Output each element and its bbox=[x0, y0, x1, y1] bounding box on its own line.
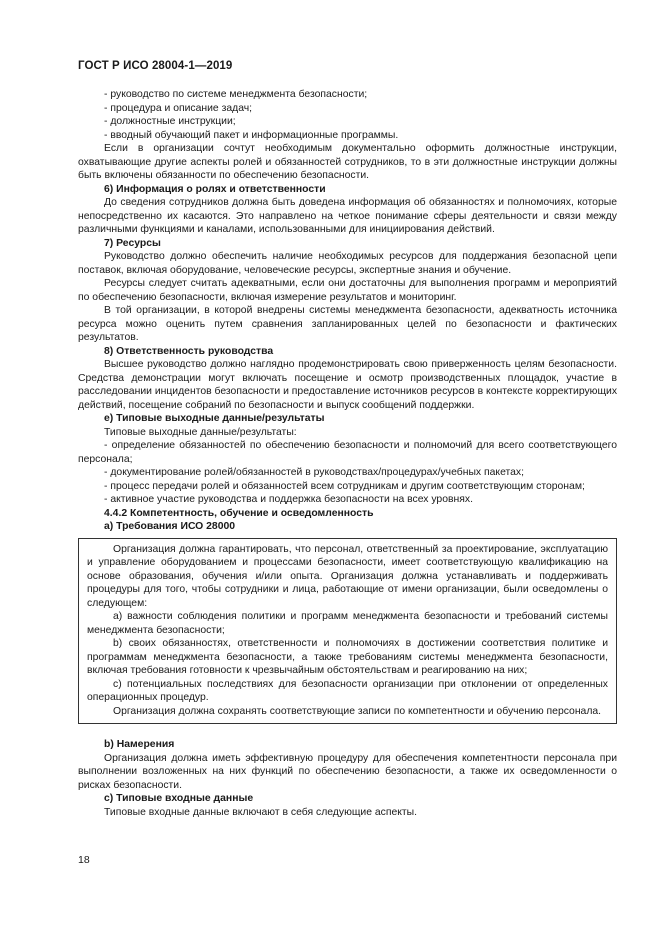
paragraph-resources-2: Ресурсы следует считать адекватными, если они достаточны для выполнения программ и мероприятий по обеспечению безопасности, включая измерение результатов и мониторинг. bbox=[78, 278, 617, 303]
paragraph-resources-3: В той организации, в которой внедрены системы менеджмента безопасности, адекватность источника ресурса можно оценить путем сравнения запланированных целей по безопасности и фактических результатов. bbox=[78, 305, 617, 343]
list-item: - документирование ролей/обязанностей в руководствах/процедурах/учебных пакетах; bbox=[104, 467, 525, 478]
list-item: - процедура и описание задач; bbox=[104, 102, 253, 114]
box-item-b: b) своих обязанностях, ответственности и полномочиях в достижении соответствия политике и программам менеджмента безопасности, а также требованиям системы менеджмента безопасности, включая требования готовности к чрезвычайным обстоятельствам и реагированию на них; bbox=[87, 638, 608, 676]
list-item: - определение обязанностей по обеспечению безопасности и полномочий для всего соответствующего персонала; bbox=[78, 440, 617, 465]
section-heading-typical-outputs: e) Типовые выходные данные/результаты bbox=[104, 413, 325, 424]
section-heading-management-responsibility: 8) Ответственность руководства bbox=[104, 345, 274, 357]
list-item: - руководство по системе менеджмента безопасности; bbox=[104, 89, 368, 100]
box-item-a: а) важности соблюдения политики и программ менеджмента безопасности и требований системы менеджмента безопасности; bbox=[87, 611, 608, 636]
paragraph-typical-outputs-intro: Типовые выходные данные/результаты: bbox=[104, 426, 297, 438]
list-item: - вводный обучающий пакет и информационные программы. bbox=[104, 129, 399, 141]
paragraph-resources-1: Руководство должно обеспечить наличие необходимых ресурсов для поддержания безопасной цепи поставок, включая оборудование, человеческие ресурсы, экспертные знания и обучение. bbox=[78, 251, 617, 276]
section-heading-resources: 7) Ресурсы bbox=[104, 237, 161, 249]
section-heading-typical-inputs: с) Типовые входные данные bbox=[104, 793, 254, 804]
list-item: - должностные инструкции; bbox=[104, 116, 236, 127]
box-item-c: с) потенциальных последствиях для безопасности организации при отклонении от определенных операционных процедур. bbox=[87, 678, 608, 703]
paragraph-management-responsibility: Высшее руководство должно наглядно продемонстрировать свою приверженность целям безопасности. Средства демонстрации могут включать посещение и осмотр производственных площадок, участие в расследовании инцидентов безопасности и предоставление источников ресурсов в контексте корректирующих действий, посещение собраний по безопасности и выпуск сообщений поддержки. bbox=[78, 359, 618, 411]
list-item: - активное участие руководства и поддержка безопасности на всех уровнях. bbox=[104, 494, 473, 505]
paragraph-roles-info: До сведения сотрудников должна быть доведена информация об обязанностях и полномочиях, которые непосредственно их касаются. Это направлено на четкое понимание сферы деятельности и связи между различными функциями и каналами, использованными для инициирования действий. bbox=[78, 197, 617, 235]
page-number: 18 bbox=[78, 854, 90, 866]
list-item: - процесс передачи ролей и обязанностей всем сотрудникам и другим соответствующим сторонам; bbox=[104, 480, 585, 492]
paragraph-instructions: Если в организации сочтут необходимым документально оформить должностные инструкции, охватывающие другие аспекты ролей и обязанностей сотрудников, то в эти должностные инструкции должны быть включены обязанности по обеспечению безопасности. bbox=[78, 143, 617, 181]
document-body bbox=[78, 88, 617, 819]
section-heading-competence: 4.4.2 Компетентность, обучение и осведомленность bbox=[104, 507, 374, 519]
box-paragraph-2: Организация должна сохранять соответствующие записи по компетентности и обучению персонала. bbox=[113, 705, 602, 717]
section-heading-iso-requirements: а) Требования ИСО 28000 bbox=[104, 521, 236, 532]
paragraph-typical-inputs: Типовые входные данные включают в себя следующие аспекты. bbox=[104, 806, 418, 818]
requirements-box bbox=[78, 538, 617, 725]
paragraph-intentions: Организация должна иметь эффективную процедуру для обеспечения компетентности персонала при выполнении возложенных на них функций по обеспечению безопасности, а также их осведомленности о рисках безопасности. bbox=[78, 752, 617, 791]
section-heading-intentions: b) Намерения bbox=[104, 739, 175, 750]
document-header: ГОСТ Р ИСО 28004-1—2019 bbox=[78, 60, 233, 72]
box-paragraph-1: Организация должна гарантировать, что персонал, ответственный за проектирование, эксплуатацию и управление оборудованием и процессами безопасности, имеет соответствующую квалификацию на основе образования, обучения и/или опыта. Организация должна устанавливать и поддерживать процедуры для того, чтобы сотрудники и лица, работающие от имени организации, были осведомлены о следующем: bbox=[87, 543, 608, 609]
section-heading-roles-info: 6) Информация о ролях и ответственности bbox=[104, 183, 326, 195]
